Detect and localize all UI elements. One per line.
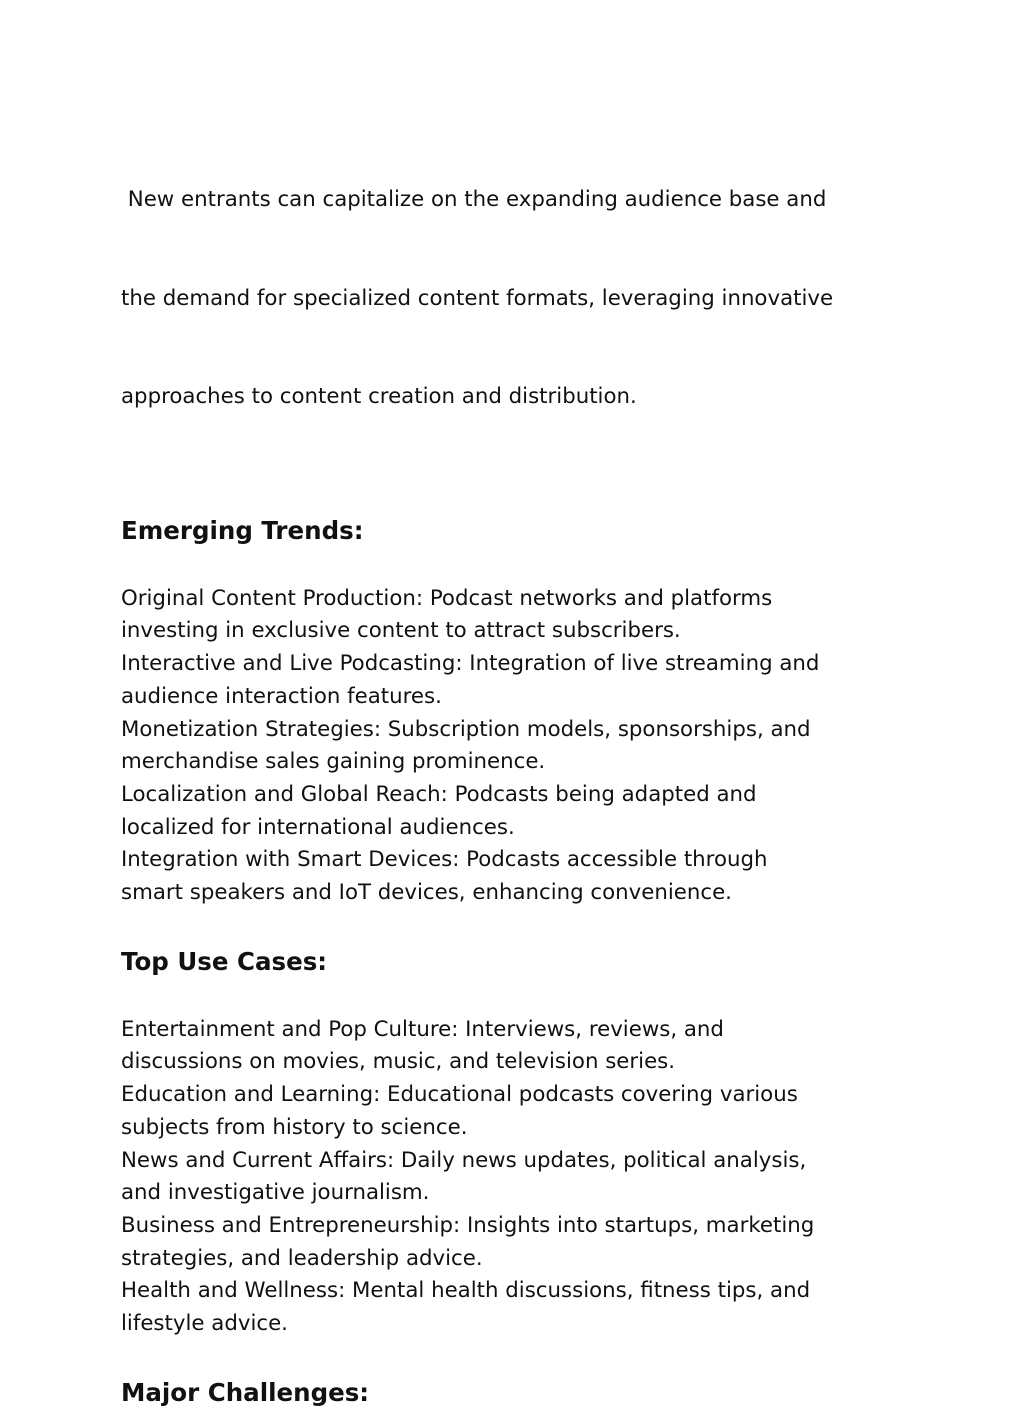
emerging-trends-heading: Emerging Trends: (121, 515, 364, 545)
trend-line: Integration with Smart Devices: Podcasts accessible through (121, 847, 768, 873)
top-use-cases-paragraph (121, 1014, 921, 1341)
use-case-line: and investigative journalism. (121, 1180, 430, 1206)
trend-line: smart speakers and IoT devices, enhancing convenience. (121, 880, 732, 906)
major-challenges-heading: Major Challenges: (121, 1377, 370, 1407)
intro-paragraph (121, 119, 921, 479)
document-page (121, 119, 921, 1409)
use-case-line: strategies, and leadership advice. (121, 1245, 483, 1271)
use-case-line: Entertainment and Pop Culture: Interviews, reviews, and (121, 1016, 724, 1042)
use-case-line: Business and Entrepreneurship: Insights into startups, marketing (121, 1212, 815, 1238)
use-case-line: Education and Learning: Educational podcasts covering various (121, 1082, 798, 1108)
use-case-line: News and Current Affairs: Daily news updates, political analysis, (121, 1147, 807, 1173)
trend-line: merchandise sales gaining prominence. (121, 749, 546, 775)
emerging-trends-paragraph (121, 583, 921, 910)
top-use-cases-heading: Top Use Cases: (121, 946, 328, 976)
trend-line: Original Content Production: Podcast networks and platforms (121, 585, 773, 611)
use-case-line: subjects from history to science. (121, 1114, 468, 1140)
use-case-line: discussions on movies, music, and television series. (121, 1049, 676, 1075)
use-case-line: Health and Wellness: Mental health discussions, fitness tips, and (121, 1278, 811, 1304)
trend-line: Monetization Strategies: Subscription models, sponsorships, and (121, 716, 811, 742)
trend-line: Interactive and Live Podcasting: Integration of live streaming and (121, 651, 820, 677)
intro-line: approaches to content creation and distribution. (121, 383, 637, 409)
intro-line: the demand for specialized content formats, leveraging innovative (121, 285, 834, 311)
trend-line: audience interaction features. (121, 683, 442, 709)
trend-line: Localization and Global Reach: Podcasts being adapted and (121, 781, 757, 807)
trend-line: investing in exclusive content to attract subscribers. (121, 618, 681, 644)
use-case-line: lifestyle advice. (121, 1311, 288, 1337)
intro-line: New entrants can capitalize on the expanding audience base and (121, 187, 827, 213)
trend-line: localized for international audiences. (121, 814, 515, 840)
